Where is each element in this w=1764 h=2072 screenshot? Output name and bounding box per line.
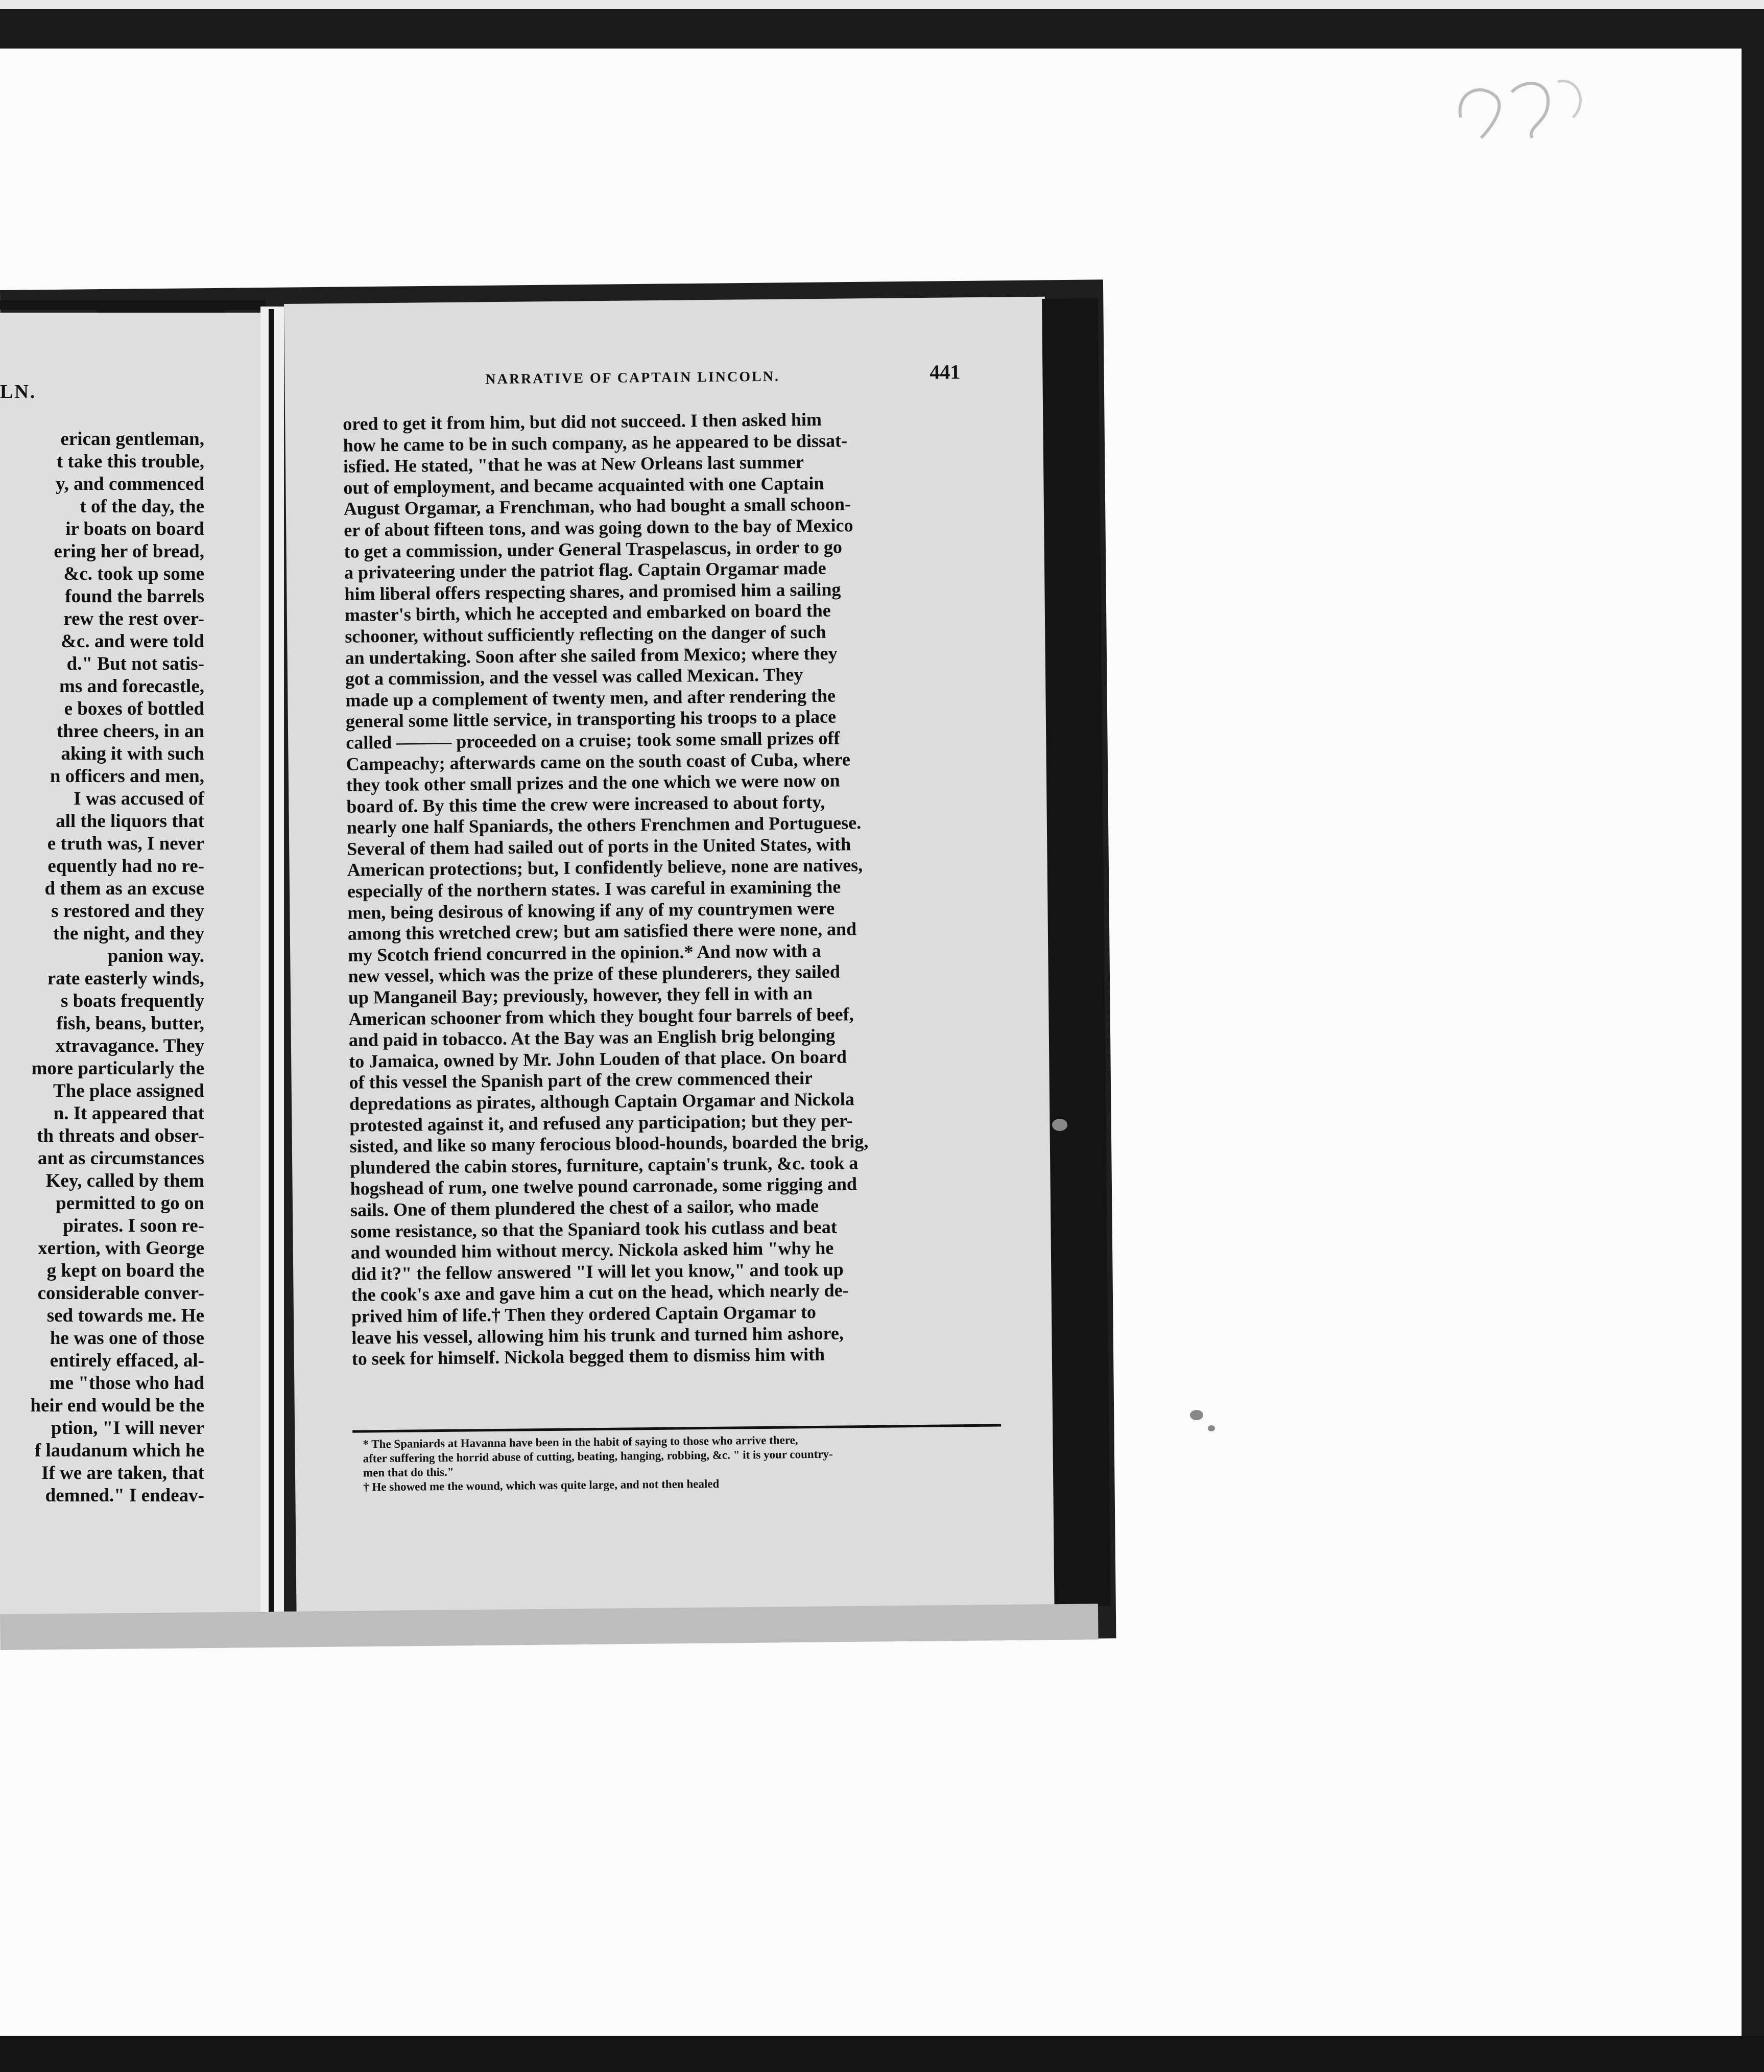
text-line: ir boats on board: [65, 519, 204, 539]
running-head: NARRATIVE OF CAPTAIN LINCOLN.: [485, 368, 780, 388]
text-line: general some little service, in transporting his troops to a place: [345, 706, 837, 732]
text-line: If we are taken, that: [41, 1463, 204, 1484]
text-line: and wounded him without mercy. Nickola asked him "why he: [350, 1237, 834, 1263]
text-line: especially of the northern states. I was careful in examining the: [347, 876, 841, 902]
text-line: they took other small prizes and the one which we were now on: [346, 770, 840, 795]
text-line: t take this trouble,: [56, 451, 204, 472]
scan-speck: [1052, 1119, 1067, 1131]
gutter-binding-line: [269, 309, 274, 1617]
text-line: panion way.: [107, 946, 204, 967]
text-line: rate easterly winds,: [47, 968, 204, 989]
footnote-line: men that do this.": [363, 1465, 454, 1479]
text-line: of this vessel the Spanish part of the crew commenced their: [349, 1068, 813, 1093]
text-line: g kept on board the: [46, 1260, 204, 1281]
text-line: equently had no re-: [47, 856, 204, 877]
text-line: among this wretched crew; but am satisfied there were none, and: [347, 919, 857, 945]
text-line: found the barrels: [65, 586, 204, 607]
text-line: board of. By this time the crew were increased to about forty,: [346, 791, 825, 817]
text-line: heir end would be the: [30, 1395, 204, 1416]
film-edge-strip: [0, 0, 1764, 9]
text-line: did it?" the fellow answered "I will let you know," and took up: [351, 1259, 844, 1284]
text-line: I was accused of: [74, 788, 204, 809]
text-line: more particularly the: [31, 1058, 204, 1079]
text-line: e truth was, I never: [47, 833, 204, 854]
text-line: permitted to go on: [56, 1193, 204, 1214]
text-line: my Scotch friend concurred in the opinion.* And now with a: [348, 940, 821, 966]
text-line: ant as circumstances: [37, 1148, 204, 1169]
text-line: hogshead of rum, one twelve pound carronade, some rigging and: [350, 1173, 857, 1199]
text-line: d them as an excuse: [44, 878, 204, 899]
text-line: leave his vessel, allowing him his trunk and turned him ashore,: [351, 1323, 844, 1348]
text-line: &c. and were told: [61, 631, 204, 652]
text-line: protested against it, and refused any participation; but they per-: [349, 1110, 853, 1136]
text-line: made up a complement of twenty men, and after rendering the: [345, 685, 836, 711]
text-line: th threats and obser-: [37, 1125, 204, 1146]
text-line: xertion, with George: [38, 1238, 204, 1259]
text-line: d." But not satis-: [66, 653, 204, 674]
page-number: 441: [929, 360, 961, 384]
text-line: up Manganeil Bay; previously, however, they fell in with an: [348, 983, 813, 1008]
text-line: and paid in tobacco. At the Bay was an English brig belonging: [348, 1025, 836, 1050]
left-page-text: [0, 428, 204, 1507]
body-text: [343, 408, 1000, 1370]
right-page-content: [332, 351, 1007, 1494]
text-line: f laudanum which he: [34, 1440, 204, 1461]
text-line: American schooner from which they bought four barrels of beef,: [348, 1003, 854, 1029]
text-line: ms and forecastle,: [59, 676, 204, 697]
text-line: an undertaking. Soon after she sailed from Mexico; where they: [345, 643, 838, 668]
footnote-line: † He showed me the wound, which was quite large, and not then healed: [363, 1477, 720, 1494]
text-line: he was one of those: [50, 1328, 204, 1349]
text-line: depredations as pirates, although Captain Orgamar and Nickola: [349, 1089, 854, 1114]
text-line: er of about fifteen tons, and was going down to the bay of Mexico: [344, 515, 853, 540]
text-line: ption, "I will never: [51, 1418, 204, 1439]
text-line: ored to get it from him, but did not succeed. I then asked him: [343, 409, 822, 434]
text-line: called ——— proceeded on a cruise; took some small prizes off: [346, 727, 840, 753]
text-line: s boats frequently: [61, 991, 204, 1011]
text-line: n. It appeared that: [53, 1103, 204, 1124]
text-line: men, being desirous of knowing if any of my countrymen were: [347, 898, 835, 923]
text-line: e boxes of bottled: [64, 698, 204, 719]
text-line: out of employment, and became acquainted with one Captain: [343, 473, 824, 498]
text-line: the cook's axe and gave him a cut on the head, which nearly de-: [351, 1280, 849, 1306]
text-line: all the liquors that: [56, 811, 204, 832]
text-line: the night, and they: [53, 923, 204, 944]
text-line: t of the day, the: [80, 496, 204, 517]
footnote-rule: [352, 1424, 1001, 1433]
text-line: me "those who had: [49, 1373, 204, 1394]
text-line: him liberal offers respecting shares, and promised him a sailing: [344, 579, 841, 604]
text-line: August Orgamar, a Frenchman, who had bought a small schoon-: [343, 493, 851, 520]
text-line: to get a commission, under General Traspelascus, in order to go: [344, 536, 843, 562]
text-line: rew the rest over-: [63, 608, 204, 629]
text-line: master's birth, which he accepted and embarked on board the: [344, 600, 831, 626]
text-line: Campeachy; afterwards came on the south coast of Cuba, where: [346, 748, 851, 774]
text-line: to seek for himself. Nickola begged them to dismiss him with: [351, 1344, 825, 1369]
footnotes: [363, 1431, 1007, 1494]
text-line: three cheers, in an: [56, 721, 204, 742]
footnote-line: * The Spaniards at Havanna have been in the habit of saying to those who arrive there,: [363, 1433, 798, 1451]
text-line: Key, called by them: [45, 1170, 204, 1191]
scan-speck: [1190, 1410, 1203, 1420]
left-running-head: LN.: [0, 381, 37, 403]
text-line: American protections; but, I confidently believe, none are natives,: [347, 855, 863, 881]
text-line: entirely effaced, al-: [50, 1350, 204, 1371]
text-line: demned." I endeav-: [45, 1485, 204, 1506]
text-line: to Jamaica, owned by Mr. John Louden of that place. On board: [349, 1046, 847, 1072]
text-line: xtravagance. They: [55, 1035, 204, 1056]
film-frame-bottom: [0, 2036, 1764, 2072]
footnote-line: after suffering the horrid abuse of cutting, beating, hanging, robbing, &c. " it is your country-: [363, 1447, 833, 1465]
text-line: ering her of bread,: [54, 541, 204, 562]
text-line: &c. took up some: [63, 563, 204, 584]
text-line: a privateering under the patriot flag. Captain Orgamar made: [344, 557, 826, 583]
text-line: considerable conver-: [37, 1283, 204, 1304]
handwriting-mark: [1450, 61, 1604, 163]
text-line: how he came to be in such company, as he appeared to be dissat-: [343, 430, 848, 456]
film-frame-right: [1742, 49, 1764, 2036]
text-line: nearly one half Spaniards, the others Frenchmen and Portuguese.: [346, 812, 862, 838]
text-line: n officers and men,: [50, 766, 204, 787]
text-line: isfied. He stated, "that he was at New Orleans last summer: [343, 452, 804, 477]
text-line: y, and commenced: [56, 474, 204, 495]
text-line: fish, beans, butter,: [56, 1013, 204, 1034]
text-line: some resistance, so that the Spaniard took his cutlass and beat: [350, 1216, 837, 1242]
text-line: Several of them had sailed out of ports in the United States, with: [347, 834, 851, 859]
text-line: sisted, and like so many ferocious blood-hounds, boarded the brig,: [349, 1131, 869, 1157]
text-line: got a commission, and the vessel was called Mexican. They: [345, 664, 803, 689]
scan-speck: [1208, 1425, 1215, 1431]
text-line: pirates. I soon re-: [63, 1215, 204, 1236]
text-line: new vessel, which was the prize of these plunderers, they sailed: [348, 961, 841, 987]
text-line: aking it with such: [61, 743, 204, 764]
text-line: schooner, without sufficiently reflecting on the danger of such: [345, 621, 826, 647]
text-line: sails. One of them plundered the chest of a sailor, who made: [350, 1195, 819, 1220]
text-line: s restored and they: [51, 901, 204, 922]
text-line: The place assigned: [53, 1080, 204, 1101]
text-line: plundered the cabin stores, furniture, captain's trunk, &c. took a: [350, 1152, 859, 1178]
text-line: prived him of life.† Then they ordered Captain Orgamar to: [351, 1301, 817, 1327]
text-line: erican gentleman,: [60, 429, 204, 450]
text-line: sed towards me. He: [46, 1305, 204, 1326]
